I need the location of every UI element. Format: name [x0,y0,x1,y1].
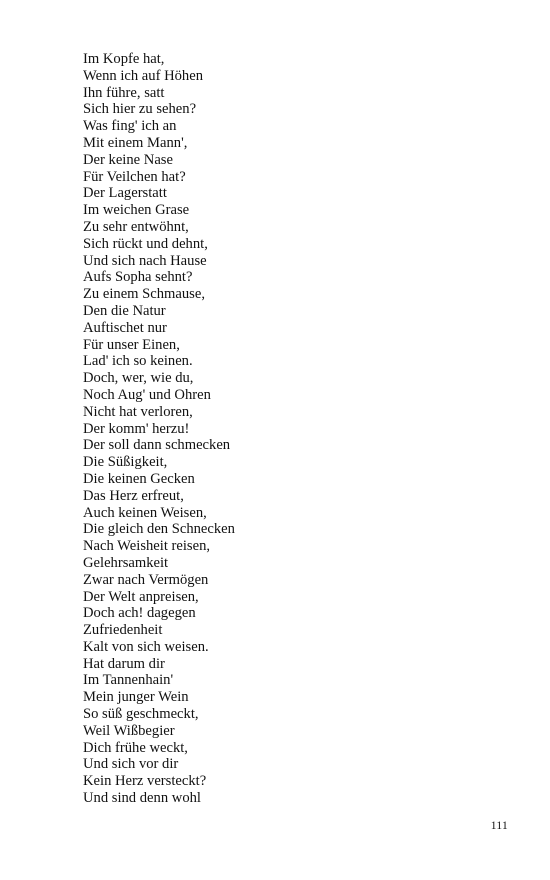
poem-line: Zu einem Schmause, [83,286,205,303]
poem-line: Aufs Sopha sehnt? [83,269,193,286]
poem-line: Kalt von sich weisen. [83,638,209,655]
poem-line: Die keinen Gecken [83,470,195,487]
poem-line: Weil Wißbegier [83,722,175,739]
poem-line: So süß geschmeckt, [83,706,199,723]
poem-line: Nicht hat verloren, [83,403,193,420]
poem-line: Das Herz erfreut, [83,487,184,504]
poem-line: Der Welt anpreisen, [83,588,199,605]
poem-line: Nach Weisheit reisen, [83,538,211,555]
poem-line: Doch, wer, wie du, [83,370,194,387]
poem-line: Der komm' herzu! [83,420,190,437]
poem-line: Lad' ich so keinen. [83,353,193,370]
poem-line: Sich hier zu sehen? [83,101,197,118]
poem-line: Im weichen Grase [83,202,190,219]
poem-line: Ihn führe, satt [83,84,165,101]
poem-line: Der soll dann schmecken [83,437,231,454]
poem-line: Sich rückt und dehnt, [83,235,208,252]
poem-line: Auftischet nur [83,319,167,336]
poem-line: Im Kopfe hat, [83,51,165,67]
poem-line: Dich frühe weckt, [83,739,188,756]
poem-line: Die Süßigkeit, [83,454,168,471]
poem-line: Den die Natur [83,302,166,319]
poem-line: Der keine Nase [83,151,173,168]
poem-line: Und sich vor dir [83,756,179,773]
poem-line: Auch keinen Weisen, [83,504,207,521]
poem-line: Doch ach! dagegen [83,605,196,622]
poem-line: Zufriedenheit [83,622,163,639]
poem-line: Und sind denn wohl [83,790,201,807]
poem-line: Für unser Einen, [83,336,180,353]
poem-line: Und sich nach Hause [83,252,207,269]
poem-line: Was fing' ich an [83,118,177,135]
poem-line: Zu sehr entwöhnt, [83,218,189,235]
poem-line: Mit einem Mann', [83,134,188,151]
page-number: 111 [490,820,508,832]
poem-line: Kein Herz versteckt? [83,773,207,790]
poem-line: Der Lagerstatt [83,185,167,202]
poem-text [83,51,235,807]
poem-line: Mein junger Wein [83,689,189,706]
poem-line: Wenn ich auf Höhen [83,67,203,84]
poem-line: Die gleich den Schnecken [83,521,235,538]
poem-line: Gelehrsamkeit [83,554,169,571]
poem-line: Zwar nach Vermögen [83,571,209,588]
poem-line: Für Veilchen hat? [83,168,186,185]
poem-line: Noch Aug' und Ohren [83,386,211,403]
poem-line: Hat darum dir [83,655,165,672]
poem-line: Im Tannenhain' [83,672,174,689]
